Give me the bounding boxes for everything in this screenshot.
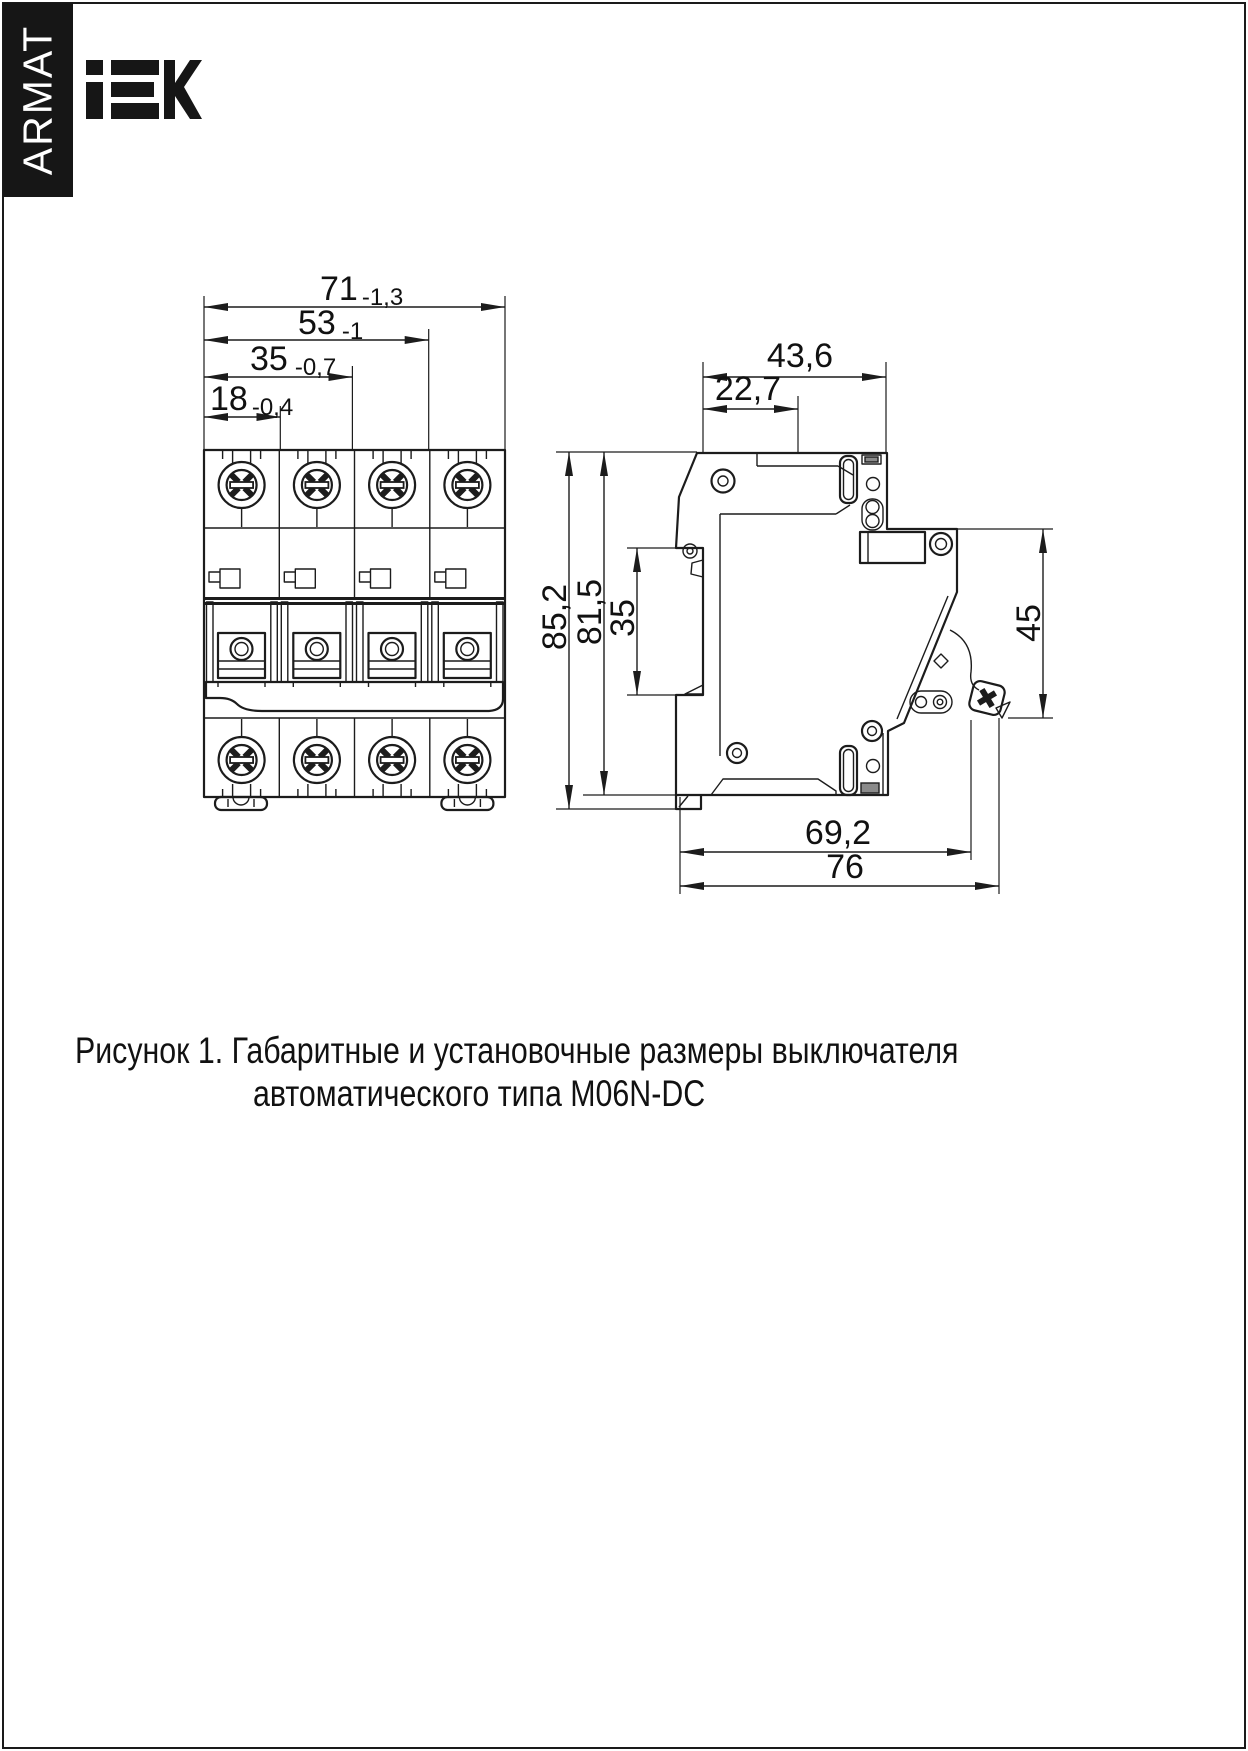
dim-label-69-2: 69,2 [804,814,872,852]
front-view-dimensions [204,270,505,450]
figure-caption-line1: Рисунок 1. Габаритные и установочные размеры выключателя [75,1030,959,1071]
dim-label-81-5: 81,5 [571,578,609,646]
side-view-dimensions [536,337,1053,894]
dim-label-71: 71 -1,3 [320,270,404,311]
dim-label-22-7: 22,7 [714,370,782,408]
dim-label-18: 18 -0,4 [210,380,294,421]
dim-label-85-2: 85,2 [536,583,574,651]
front-handle-tie-bar [206,682,503,711]
dim-label-43-6: 43,6 [766,337,834,375]
dim-label-45: 45 [1010,604,1048,642]
front-view-drawing [204,450,505,810]
front-din-clips [209,569,466,588]
figure-caption-line2: автоматического типа M06N-DC [253,1073,706,1114]
dim-label-35-rail: 35 [604,599,642,637]
side-view-drawing [676,453,1010,809]
armat-banner-text: ARMAT [14,24,61,176]
dim-label-53: 53 -1 [298,304,364,345]
front-mounting-feet [215,797,493,810]
front-toggle-handles [207,602,504,682]
dim-label-35: 35 -0,7 [250,340,337,381]
dim-label-76: 76 [826,848,864,886]
din-latch-screw [950,630,1010,718]
